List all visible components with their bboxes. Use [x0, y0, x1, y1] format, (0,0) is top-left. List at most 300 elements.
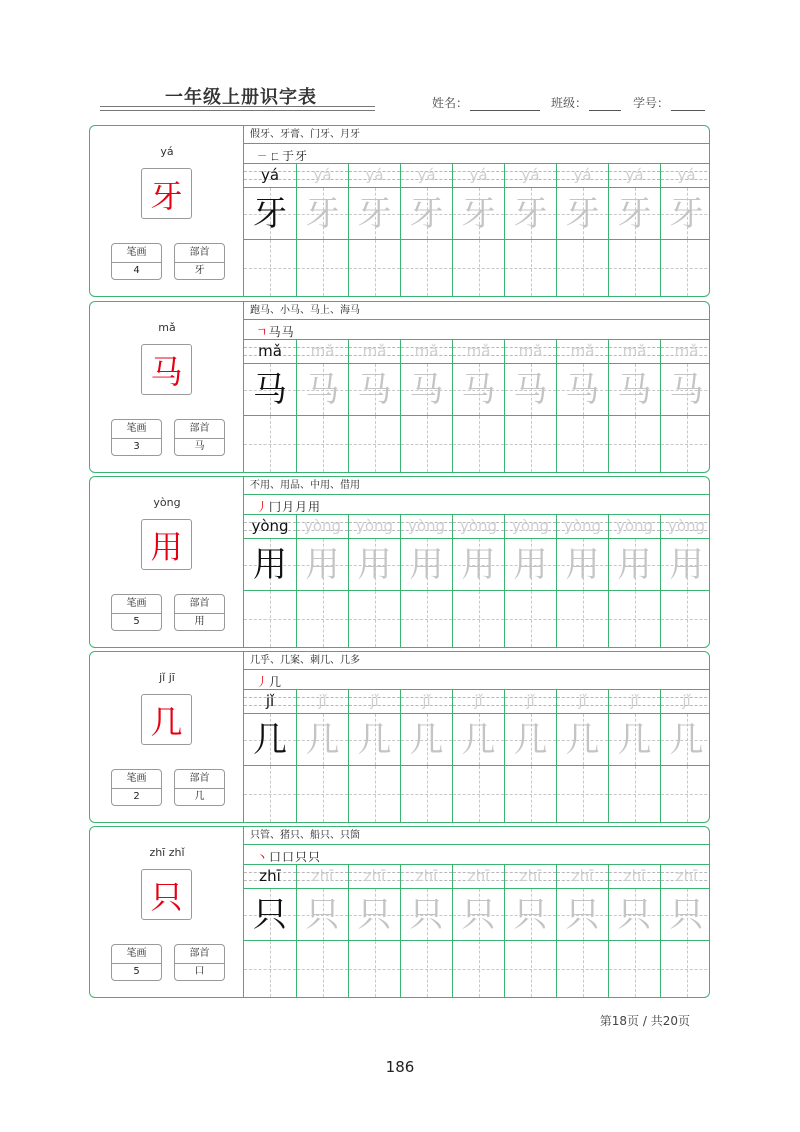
pinyin-cell[interactable]	[608, 690, 660, 714]
blank-writing-cell[interactable]	[660, 416, 710, 472]
character-display: 只	[141, 869, 192, 920]
character-trace: 用	[513, 545, 548, 585]
character-trace: 牙	[357, 194, 392, 234]
pinyin-model: yòng	[251, 517, 289, 535]
stroke-count-value: 5	[133, 616, 140, 627]
example-words: 跑马、小马、马上、海马	[244, 302, 709, 320]
page-number: 186	[385, 1058, 415, 1076]
pinyin-cell[interactable]	[348, 690, 400, 714]
pinyin-trace: yá	[417, 166, 436, 184]
pinyin-cell[interactable]	[296, 515, 348, 539]
name-label: 姓名：	[432, 96, 469, 110]
writing-cell[interactable]	[244, 364, 296, 416]
pinyin-cell[interactable]	[660, 865, 710, 889]
writing-cell[interactable]	[348, 539, 400, 591]
pinyin-trace: mǎ	[622, 342, 647, 360]
writing-cell[interactable]	[296, 188, 348, 240]
pinyin-trace: yá	[677, 166, 696, 184]
title-rule-bottom	[100, 110, 375, 111]
blank-writing-cell[interactable]	[244, 240, 296, 296]
pinyin-cell[interactable]	[244, 340, 296, 364]
blank-writing-cell[interactable]	[504, 591, 556, 647]
writing-cell[interactable]	[660, 539, 710, 591]
example-words: 几乎、几案、刺几、几多	[244, 652, 709, 670]
character-trace: 只	[409, 895, 444, 935]
stroke-count-box	[111, 594, 162, 631]
character-model: 牙	[253, 194, 287, 234]
pinyin-trace: zhī	[311, 867, 334, 885]
blank-writing-cell[interactable]	[400, 941, 452, 997]
writing-cell[interactable]	[348, 714, 400, 766]
pinyin-cell[interactable]	[296, 340, 348, 364]
writing-cell[interactable]	[400, 889, 452, 941]
blank-writing-cell[interactable]	[296, 766, 348, 822]
pinyin-trace: zhī	[623, 867, 646, 885]
character-trace: 马	[305, 370, 340, 410]
blank-writing-cell[interactable]	[556, 240, 608, 296]
stroke-order-row	[244, 845, 709, 865]
pinyin-cell[interactable]	[452, 340, 504, 364]
stroke-order-first: 丶	[256, 850, 270, 864]
stroke-order	[256, 147, 308, 164]
pinyin-model: yá	[260, 166, 280, 184]
stroke-order-row	[244, 320, 709, 340]
stroke-order-rest: 几	[269, 675, 283, 689]
stroke-count-label: 笔画	[112, 945, 161, 964]
student-id-blank[interactable]	[671, 99, 705, 111]
writing-cell[interactable]	[296, 539, 348, 591]
page-count: 第18页 / 共20页	[599, 1014, 690, 1028]
blank-writing-cell[interactable]	[504, 240, 556, 296]
character-trace: 马	[513, 370, 548, 410]
writing-cell[interactable]	[608, 539, 660, 591]
character-trace: 用	[617, 545, 652, 585]
writing-cell[interactable]	[296, 889, 348, 941]
blank-writing-cell[interactable]	[452, 240, 504, 296]
pinyin-cell[interactable]	[400, 865, 452, 889]
writing-cell[interactable]	[504, 889, 556, 941]
writing-cell[interactable]	[348, 188, 400, 240]
pinyin-trace: jǐ	[682, 692, 691, 710]
writing-cell[interactable]	[348, 364, 400, 416]
blank-writing-cell[interactable]	[608, 240, 660, 296]
example-words: 假牙、牙膏、门牙、月牙	[244, 126, 709, 144]
writing-cell[interactable]	[556, 714, 608, 766]
name-blank[interactable]	[470, 99, 540, 111]
stroke-order	[256, 498, 321, 515]
pinyin-cell[interactable]	[452, 690, 504, 714]
character-trace: 用	[461, 545, 496, 585]
character-trace: 马	[409, 370, 444, 410]
pinyin-trace: zhī	[675, 867, 698, 885]
pinyin-cell[interactable]	[244, 515, 296, 539]
pinyin-cell[interactable]	[556, 690, 608, 714]
writing-cell[interactable]	[452, 364, 504, 416]
radical-value: 用	[194, 616, 205, 627]
practice-grid	[244, 515, 709, 647]
character-trace: 用	[357, 545, 392, 585]
character-trace: 用	[305, 545, 340, 585]
writing-cell[interactable]	[504, 714, 556, 766]
pinyin-trace: yòng	[303, 517, 342, 535]
pinyin-cell[interactable]	[400, 340, 452, 364]
pinyin-cell[interactable]	[296, 164, 348, 188]
stroke-order-row	[244, 144, 709, 164]
pinyin-trace: yá	[365, 166, 384, 184]
blank-writing-cell[interactable]	[608, 416, 660, 472]
pinyin-cell[interactable]	[348, 865, 400, 889]
writing-cell[interactable]	[400, 188, 452, 240]
character-model: 只	[253, 895, 287, 935]
blank-writing-cell[interactable]	[556, 591, 608, 647]
character-trace: 只	[305, 895, 340, 935]
stroke-count-label: 笔画	[112, 244, 161, 263]
stroke-count-label: 笔画	[112, 770, 161, 789]
pinyin-trace: jǐ	[422, 692, 431, 710]
stroke-order-rest: 口口只只	[269, 850, 322, 864]
blank-writing-cell[interactable]	[348, 591, 400, 647]
character-display: 牙	[141, 168, 192, 219]
pinyin-trace: yòng	[667, 517, 706, 535]
writing-cell[interactable]	[400, 539, 452, 591]
blank-writing-cell[interactable]	[244, 766, 296, 822]
blank-writing-cell[interactable]	[296, 416, 348, 472]
writing-cell[interactable]	[556, 539, 608, 591]
stroke-order-row	[244, 670, 709, 690]
practice-panel	[244, 827, 709, 997]
blank-writing-cell[interactable]	[452, 941, 504, 997]
writing-cell[interactable]	[608, 889, 660, 941]
practice-grid	[244, 865, 709, 997]
pinyin-cell[interactable]	[608, 340, 660, 364]
writing-cell[interactable]	[452, 889, 504, 941]
writing-cell[interactable]	[608, 364, 660, 416]
writing-cell[interactable]	[556, 364, 608, 416]
character-trace: 几	[565, 720, 600, 760]
pinyin-cell[interactable]	[348, 515, 400, 539]
radical-label: 部首	[175, 945, 224, 964]
pinyin-cell[interactable]	[504, 865, 556, 889]
pinyin-trace: jǐ	[474, 692, 483, 710]
stroke-order-first: ㄱ	[256, 325, 269, 339]
pinyin-cell[interactable]	[400, 515, 452, 539]
example-words: 只管、猪只、船只、只箇	[244, 827, 709, 845]
writing-cell[interactable]	[504, 539, 556, 591]
writing-cell[interactable]	[660, 188, 710, 240]
pinyin-cell[interactable]	[556, 340, 608, 364]
character-trace: 马	[357, 370, 392, 410]
stroke-count-box	[111, 944, 162, 981]
character-trace: 马	[565, 370, 600, 410]
character-trace: 马	[669, 370, 704, 410]
radical-value: 几	[194, 791, 205, 802]
pinyin-trace: yòng	[563, 517, 602, 535]
blank-writing-cell[interactable]	[556, 766, 608, 822]
blank-writing-cell[interactable]	[504, 766, 556, 822]
blank-writing-cell[interactable]	[400, 766, 452, 822]
practice-grid	[244, 164, 709, 296]
stroke-order-first: 丿	[256, 500, 270, 514]
writing-cell[interactable]	[556, 889, 608, 941]
pinyin-cell[interactable]	[608, 865, 660, 889]
pinyin-trace: zhī	[571, 867, 594, 885]
radical-box	[174, 944, 225, 981]
class-label: 班级：	[551, 96, 588, 110]
blank-writing-cell[interactable]	[608, 766, 660, 822]
writing-cell[interactable]	[660, 364, 710, 416]
blank-writing-cell[interactable]	[296, 240, 348, 296]
radical-label: 部首	[175, 770, 224, 789]
character-trace: 几	[357, 720, 392, 760]
pinyin-cell[interactable]	[556, 164, 608, 188]
writing-cell[interactable]	[452, 539, 504, 591]
stroke-count-value: 3	[133, 441, 140, 452]
pinyin-trace: jǐ	[526, 692, 535, 710]
character-info-panel	[90, 477, 244, 647]
blank-writing-cell[interactable]	[504, 941, 556, 997]
pinyin-model: mǎ	[258, 342, 282, 360]
stroke-count-box	[111, 243, 162, 280]
pinyin-cell[interactable]	[660, 340, 710, 364]
blank-writing-cell[interactable]	[296, 591, 348, 647]
blank-writing-cell[interactable]	[608, 941, 660, 997]
writing-cell[interactable]	[348, 889, 400, 941]
blank-writing-cell[interactable]	[348, 240, 400, 296]
pinyin-cell[interactable]	[400, 690, 452, 714]
class-blank[interactable]	[589, 99, 621, 111]
pinyin-trace: yá	[521, 166, 540, 184]
radical-box	[174, 769, 225, 806]
practice-grid	[244, 690, 709, 822]
pinyin-cell[interactable]	[608, 164, 660, 188]
blank-writing-cell[interactable]	[400, 240, 452, 296]
radical-box	[174, 594, 225, 631]
pinyin-cell[interactable]	[504, 164, 556, 188]
pinyin-cell[interactable]	[296, 865, 348, 889]
character-trace: 牙	[617, 194, 652, 234]
stroke-count-label: 笔画	[112, 595, 161, 614]
pinyin-cell[interactable]	[348, 340, 400, 364]
radical-value: 牙	[194, 265, 205, 276]
blank-writing-cell[interactable]	[244, 591, 296, 647]
pinyin-trace: mǎ	[570, 342, 595, 360]
pinyin-cell[interactable]	[504, 340, 556, 364]
character-trace: 用	[409, 545, 444, 585]
writing-cell[interactable]	[400, 714, 452, 766]
blank-writing-cell[interactable]	[660, 941, 710, 997]
writing-cell[interactable]	[400, 364, 452, 416]
pinyin-trace: yá	[469, 166, 488, 184]
blank-writing-cell[interactable]	[452, 591, 504, 647]
blank-writing-cell[interactable]	[244, 941, 296, 997]
character-display: 几	[141, 694, 192, 745]
character-trace: 几	[513, 720, 548, 760]
student-id-field[interactable]	[633, 94, 705, 111]
radical-box	[174, 419, 225, 456]
character-card	[89, 125, 710, 297]
stroke-order-rest: ㄈ于牙	[269, 149, 309, 163]
writing-cell[interactable]	[244, 889, 296, 941]
pinyin-trace: zhī	[415, 867, 438, 885]
pinyin-cell[interactable]	[244, 690, 296, 714]
radical-value: 口	[194, 966, 205, 977]
pinyin-trace: yòng	[459, 517, 498, 535]
stroke-count-box	[111, 419, 162, 456]
pinyin-cell[interactable]	[244, 164, 296, 188]
writing-cell[interactable]	[296, 364, 348, 416]
pinyin-cell[interactable]	[504, 515, 556, 539]
pinyin-trace: mǎ	[518, 342, 543, 360]
radical-label: 部首	[175, 420, 224, 439]
character-trace: 马	[617, 370, 652, 410]
pinyin-trace: jǐ	[370, 692, 379, 710]
pinyin-cell[interactable]	[556, 515, 608, 539]
character-trace: 牙	[305, 194, 340, 234]
pinyin-trace: jǐ	[318, 692, 327, 710]
name-field[interactable]	[432, 94, 540, 111]
character-trace: 几	[305, 720, 340, 760]
character-trace: 牙	[669, 194, 704, 234]
pinyin-cell[interactable]	[348, 164, 400, 188]
stroke-order-row	[244, 495, 709, 515]
pinyin-trace: mǎ	[414, 342, 439, 360]
practice-panel	[244, 126, 709, 296]
pinyin-trace: mǎ	[466, 342, 491, 360]
writing-cell[interactable]	[452, 714, 504, 766]
pinyin-cell[interactable]	[660, 164, 710, 188]
pinyin-trace: mǎ	[674, 342, 699, 360]
pinyin-cell[interactable]	[504, 690, 556, 714]
blank-writing-cell[interactable]	[660, 591, 710, 647]
pinyin-trace: zhī	[363, 867, 386, 885]
pinyin-trace: yá	[313, 166, 332, 184]
character-trace: 用	[669, 545, 704, 585]
pinyin-trace: zhī	[467, 867, 490, 885]
pinyin-cell[interactable]	[400, 164, 452, 188]
writing-cell[interactable]	[608, 188, 660, 240]
practice-panel	[244, 652, 709, 822]
pinyin-cell[interactable]	[296, 690, 348, 714]
pinyin-cell[interactable]	[452, 865, 504, 889]
pinyin-trace: yòng	[615, 517, 654, 535]
pinyin-label: yá	[160, 145, 174, 158]
blank-writing-cell[interactable]	[452, 416, 504, 472]
blank-writing-cell[interactable]	[244, 416, 296, 472]
example-words: 不用、用品、中用、借用	[244, 477, 709, 495]
writing-cell[interactable]	[504, 364, 556, 416]
pinyin-trace: yòng	[511, 517, 550, 535]
writing-cell[interactable]	[556, 188, 608, 240]
writing-cell[interactable]	[660, 889, 710, 941]
stroke-order-rest: 马马	[268, 325, 295, 339]
stroke-order	[256, 323, 295, 340]
character-model: 马	[253, 370, 287, 410]
pinyin-cell[interactable]	[660, 690, 710, 714]
stroke-count-value: 2	[133, 791, 140, 802]
pinyin-trace: yá	[625, 166, 644, 184]
pinyin-trace: yòng	[407, 517, 446, 535]
character-trace: 牙	[565, 194, 600, 234]
character-model: 几	[253, 720, 287, 760]
radical-value: 马	[194, 441, 205, 452]
writing-cell[interactable]	[244, 188, 296, 240]
pinyin-cell[interactable]	[244, 865, 296, 889]
stroke-count-box	[111, 769, 162, 806]
character-trace: 几	[409, 720, 444, 760]
writing-cell[interactable]	[504, 188, 556, 240]
blank-writing-cell[interactable]	[400, 416, 452, 472]
blank-writing-cell[interactable]	[400, 591, 452, 647]
character-trace: 只	[513, 895, 548, 935]
character-info-panel	[90, 302, 244, 472]
pinyin-cell[interactable]	[660, 515, 710, 539]
stroke-count-value: 4	[133, 265, 140, 276]
character-trace: 牙	[461, 194, 496, 234]
character-trace: 只	[357, 895, 392, 935]
pinyin-cell[interactable]	[556, 865, 608, 889]
writing-cell[interactable]	[244, 714, 296, 766]
blank-writing-cell[interactable]	[348, 766, 400, 822]
writing-cell[interactable]	[244, 539, 296, 591]
pinyin-label: zhī zhǐ	[149, 846, 185, 859]
radical-label: 部首	[175, 595, 224, 614]
blank-writing-cell[interactable]	[556, 416, 608, 472]
writing-cell[interactable]	[608, 714, 660, 766]
writing-cell[interactable]	[452, 188, 504, 240]
character-info-panel	[90, 652, 244, 822]
stroke-count-value: 5	[133, 966, 140, 977]
pinyin-model: jǐ	[265, 692, 275, 710]
character-trace: 只	[669, 895, 704, 935]
character-card	[89, 826, 710, 998]
writing-cell[interactable]	[296, 714, 348, 766]
pinyin-cell[interactable]	[452, 164, 504, 188]
writing-cell[interactable]	[660, 714, 710, 766]
class-field[interactable]	[551, 94, 621, 111]
stroke-order	[256, 848, 321, 865]
character-trace: 牙	[409, 194, 444, 234]
practice-panel	[244, 302, 709, 472]
blank-writing-cell[interactable]	[660, 766, 710, 822]
radical-box	[174, 243, 225, 280]
radical-label: 部首	[175, 244, 224, 263]
pinyin-cell[interactable]	[452, 515, 504, 539]
blank-writing-cell[interactable]	[348, 416, 400, 472]
pinyin-trace: yá	[573, 166, 592, 184]
blank-writing-cell[interactable]	[296, 941, 348, 997]
blank-writing-cell[interactable]	[348, 941, 400, 997]
pinyin-trace: zhī	[519, 867, 542, 885]
character-trace: 用	[565, 545, 600, 585]
blank-writing-cell[interactable]	[608, 591, 660, 647]
student-id-label: 学号：	[633, 96, 670, 110]
character-trace: 只	[617, 895, 652, 935]
character-trace: 几	[669, 720, 704, 760]
pinyin-model: zhī	[259, 867, 281, 885]
blank-writing-cell[interactable]	[452, 766, 504, 822]
character-info-panel	[90, 126, 244, 296]
stroke-count-label: 笔画	[112, 420, 161, 439]
blank-writing-cell[interactable]	[660, 240, 710, 296]
pinyin-cell[interactable]	[608, 515, 660, 539]
stroke-order-first: 丿	[256, 675, 270, 689]
practice-grid	[244, 340, 709, 472]
blank-writing-cell[interactable]	[504, 416, 556, 472]
character-trace: 马	[461, 370, 496, 410]
practice-panel	[244, 477, 709, 647]
character-model: 用	[253, 545, 287, 585]
blank-writing-cell[interactable]	[556, 941, 608, 997]
